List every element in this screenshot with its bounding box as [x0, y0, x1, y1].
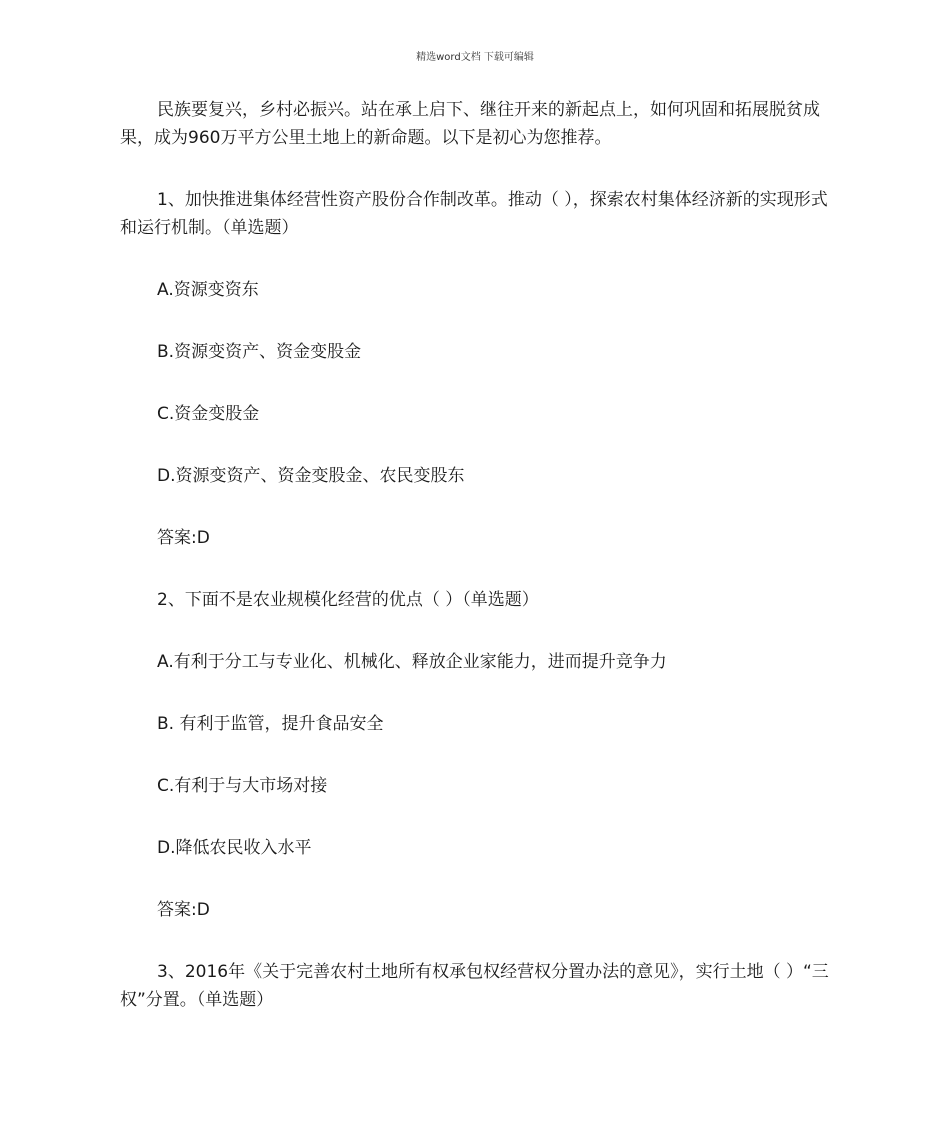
question-2-option-a: A.有利于分工与专业化、机械化、释放企业家能力，进而提升竞争力 — [157, 652, 667, 672]
question-2-option-b: B. 有利于监管，提升食品安全 — [157, 714, 384, 734]
intro-paragraph: 民族要复兴，乡村必振兴。站在承上启下、继往开来的新起点上，如何巩固和拓展脱贫成果，成为960万平方公里土地上的新命题。以下是初心为您推荐。 — [120, 100, 820, 148]
question-2-stem: 2、下面不是农业规模化经营的优点（ ）（单选题） — [157, 590, 539, 610]
question-2-answer: 答案:D — [157, 900, 210, 920]
question-1-option-b: B.资源变资产、资金变股金 — [157, 342, 362, 362]
question-3-stem: 3、2016年《关于完善农村土地所有权承包权经营权分置办法的意见》，实行土地（ ）“三权”分置。（单选题） — [120, 962, 829, 1010]
question-1-option-a: A.资源变资东 — [157, 280, 259, 300]
question-1-option-d: D.资源变资产、资金变股金、农民变股东 — [157, 466, 465, 486]
question-1-stem: 1、加快推进集体经营性资产股份合作制改革。推动（ ），探索农村集体经济新的实现形式和运行机制。（单选题） — [120, 190, 828, 238]
question-1-option-c: C.资金变股金 — [157, 404, 260, 424]
page-header: 精选word文档 下载可编辑 — [416, 52, 534, 63]
question-2-option-c: C.有利于与大市场对接 — [157, 776, 328, 796]
question-1-answer: 答案:D — [157, 528, 210, 548]
question-2-option-d: D.降低农民收入水平 — [157, 838, 312, 858]
document-body — [120, 96, 832, 1048]
